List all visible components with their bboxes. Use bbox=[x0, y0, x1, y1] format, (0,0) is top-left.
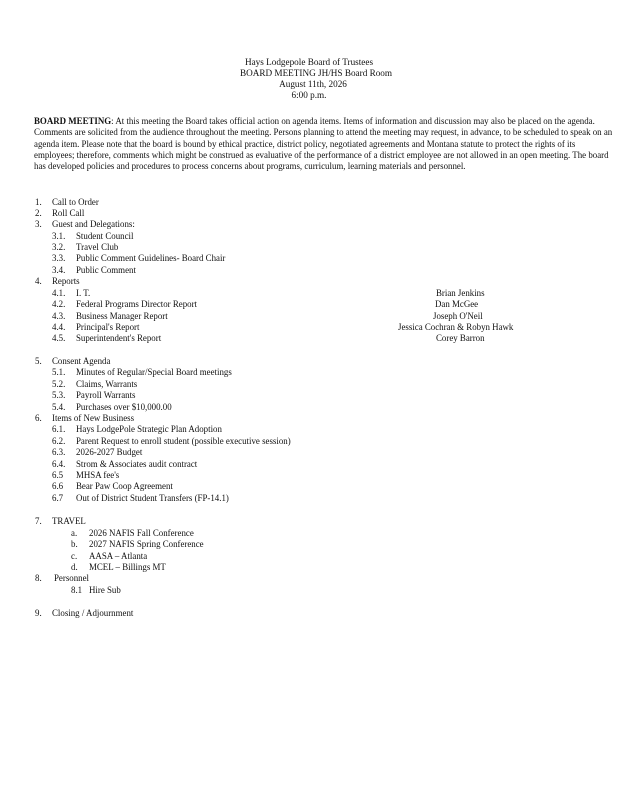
agenda-item-text: Out of District Student Transfers (FP-14.1) bbox=[76, 493, 229, 503]
agenda-item-text: Hays LodgePole Strategic Plan Adoption bbox=[76, 424, 222, 434]
agenda-item-text: 2026 NAFIS Fall Conference bbox=[89, 528, 194, 538]
agenda-number: 3.4. bbox=[52, 265, 66, 275]
intro-text: : At this meeting the Board takes official action on agenda items. Items of information and discussion may also be placed on the agenda. Comments are solicited from the audience throughout the meeting. Persons planning to attend the meeting may request, in advance, to be scheduled to speak on an agenda item. Please note that the board is bound by ethical practice, district policy, negotiated agreements and Montana statute to protect the rights of its employees; therefore, comments which might be construed as evaluative of the performance of a district employee are not allowed in an open meeting. The board has developed policies and procedures to process concerns about programs, curriculum, learning materials and personnel. bbox=[34, 116, 613, 172]
agenda-item-text: Claims, Warrants bbox=[76, 379, 138, 389]
agenda-item-text: Minutes of Regular/Special Board meetings bbox=[76, 367, 232, 377]
agenda-item-text: MCEL – Billings MT bbox=[89, 562, 166, 572]
agenda-item-text: Reports bbox=[52, 276, 80, 286]
agenda-number: 5.2. bbox=[52, 379, 66, 389]
agenda-number: 3.3. bbox=[52, 253, 66, 263]
presenter-name: Corey Barron bbox=[436, 333, 485, 343]
agenda-item-text: Consent Agenda bbox=[52, 356, 111, 366]
intro-paragraph bbox=[34, 116, 614, 172]
meeting-time: 6:00 p.m. bbox=[291, 90, 327, 100]
agenda-number: 5.4. bbox=[52, 402, 66, 412]
agenda-item-text: MHSA fee's bbox=[76, 470, 120, 480]
agenda-number: 3.1. bbox=[52, 231, 66, 241]
agenda-number: a. bbox=[71, 528, 78, 538]
agenda-number: 3. bbox=[35, 219, 42, 229]
agenda-item-text: Travel Club bbox=[76, 242, 119, 252]
presenter-name: Brian Jenkins bbox=[436, 288, 485, 298]
agenda-number: 4.1. bbox=[52, 288, 66, 298]
agenda-number: 6. bbox=[35, 413, 42, 423]
agenda-item-text: Principal's Report bbox=[76, 322, 140, 332]
meeting-header bbox=[0, 57, 618, 101]
agenda-number: d. bbox=[71, 562, 78, 572]
agenda-number: 1. bbox=[35, 197, 42, 207]
agenda-number: 6.4. bbox=[52, 459, 66, 469]
presenter-name: Jessica Cochran & Robyn Hawk bbox=[398, 322, 514, 332]
agenda-item-text: Public Comment Guidelines- Board Chair bbox=[76, 253, 226, 263]
agenda-item-text: 2026-2027 Budget bbox=[76, 447, 143, 457]
agenda-item-text: Items of New Business bbox=[52, 413, 135, 423]
agenda-item-text: Parent Request to enroll student (possible executive session) bbox=[76, 436, 291, 446]
agenda-item-text: Bear Paw Coop Agreement bbox=[76, 481, 173, 491]
agenda-item-text: Call to Order bbox=[52, 197, 99, 207]
agenda-number: 3.2. bbox=[52, 242, 66, 252]
agenda-number: 7. bbox=[35, 516, 42, 526]
presenter-name: Dan McGee bbox=[435, 299, 479, 309]
presenter-name: Joseph O'Neil bbox=[433, 311, 483, 321]
agenda-number: 5. bbox=[35, 356, 42, 366]
agenda-number: 6.6 bbox=[52, 481, 64, 491]
agenda-item-text: Business Manager Report bbox=[76, 311, 168, 321]
agenda-item-text: Closing / Adjournment bbox=[52, 608, 134, 618]
intro-label: BOARD MEETING bbox=[34, 116, 112, 126]
agenda-number: 4.2. bbox=[52, 299, 66, 309]
agenda-number: 4. bbox=[35, 276, 42, 286]
agenda-item-text: Personnel bbox=[54, 573, 90, 583]
agenda-number: 4.3. bbox=[52, 311, 66, 321]
agenda-number: b. bbox=[71, 539, 78, 549]
agenda-item-text: Public Comment bbox=[76, 265, 136, 275]
agenda-item-text: TRAVEL bbox=[52, 516, 86, 526]
agenda-number: 6.1. bbox=[52, 424, 66, 434]
agenda-number: 6.5 bbox=[52, 470, 64, 480]
agenda-item-text: Roll Call bbox=[52, 208, 85, 218]
agenda-item-text: 2027 NAFIS Spring Conference bbox=[89, 539, 204, 549]
agenda-item-text: Purchases over $10,000.00 bbox=[76, 402, 172, 412]
agenda-number: 4.5. bbox=[52, 333, 66, 343]
agenda-number: 9. bbox=[35, 608, 42, 618]
meeting-date: August 11th, 2026 bbox=[279, 79, 347, 89]
agenda-item-text: Student Council bbox=[76, 231, 134, 241]
agenda-item-text: Guest and Delegations: bbox=[52, 219, 135, 229]
agenda-number: 6.7 bbox=[52, 493, 64, 503]
agenda-number: 6.2. bbox=[52, 436, 66, 446]
agenda-number: 5.3. bbox=[52, 390, 66, 400]
meeting-location: BOARD MEETING JH/HS Board Room bbox=[239, 68, 393, 78]
agenda-number: c. bbox=[71, 551, 78, 561]
agenda-number: 8. bbox=[35, 573, 42, 583]
agenda-number: 8.1 bbox=[71, 585, 83, 595]
agenda-item-text: AASA – Atlanta bbox=[89, 551, 148, 561]
agenda-number: 4.4. bbox=[52, 322, 66, 332]
agenda-item-text: I. T. bbox=[76, 288, 91, 298]
agenda-item-text: Strom & Associates audit contract bbox=[76, 459, 198, 469]
agenda-number: 5.1. bbox=[52, 367, 66, 377]
agenda-item-text: Superintendent's Report bbox=[76, 333, 162, 343]
agenda-number: 2. bbox=[35, 208, 42, 218]
agenda-number: 6.3. bbox=[52, 447, 66, 457]
agenda-item-text: Payroll Warrants bbox=[76, 390, 136, 400]
agenda-item-text: Hire Sub bbox=[89, 585, 121, 595]
board-name: Hays Lodgepole Board of Trustees bbox=[244, 57, 374, 67]
agenda-item-text: Federal Programs Director Report bbox=[76, 299, 198, 309]
